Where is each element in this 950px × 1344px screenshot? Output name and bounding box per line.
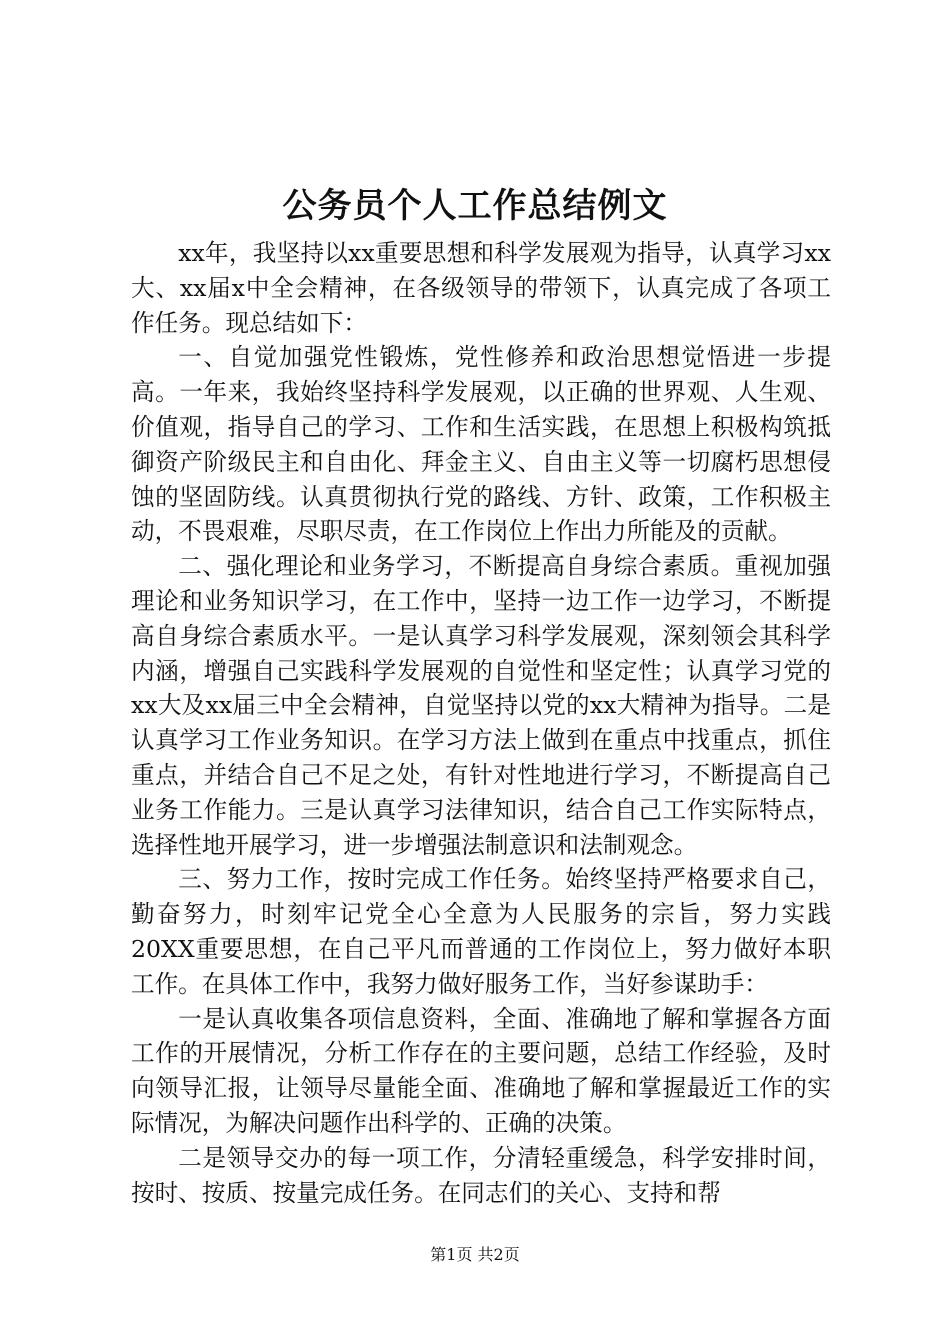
paragraph-section-3: 三、努力工作，按时完成工作任务。始终坚持严格要求自己，勤奋努力，时刻牢记党全心全意为人民服务的宗旨，努力实践20XX重要思想，在自己平凡而普通的工作岗位上，努力做好本职工作。在具体工作中，我努力做好服务工作，当好参谋助手： xyxy=(131,865,831,998)
paragraph-item-1: 一是认真收集各项信息资料，全面、准确地了解和掌握各方面工作的开展情况，分析工作存在的主要问题，总结工作经验，及时向领导汇报，让领导尽量能全面、准确地了解和掌握最近工作的实际情况，为解决问题作出科学的、正确的决策。 xyxy=(131,1004,831,1137)
paragraph-section-2: 二、强化理论和业务学习，不断提高自身综合素质。重视加强理论和业务知识学习，在工作中，坚持一边工作一边学习，不断提高自身综合素质水平。一是认真学习科学发展观，深刻领会其科学内涵，增强自己实践科学发展观的自觉性和坚定性；认真学习党的xx大及xx届三中全会精神，自觉坚持以党的xx大精神为指导。二是认真学习工作业务知识。在学习方法上做到在重点中找重点，抓住重点，并结合自己不足之处，有针对性地进行学习，不断提高自己业务工作能力。三是认真学习法律知识，结合自己工作实际特点，选择性地开展学习，进一步增强法制意识和法制观念。 xyxy=(131,552,831,859)
document-body xyxy=(131,236,831,1210)
page-footer: 第1页 共2页 xyxy=(430,1245,520,1264)
paragraph-intro: xx年，我坚持以xx重要思想和科学发展观为指导，认真学习xx大、xx届x中全会精神，在各级领导的带领下，认真完成了各项工作任务。现总结如下： xyxy=(131,239,831,337)
document-title: 公务员个人工作总结例文 xyxy=(282,186,668,226)
paragraph-item-2: 二是领导交办的每一项工作，分清轻重缓急，科学安排时间，按时、按质、按量完成任务。在同志们的关心、支持和帮 xyxy=(131,1143,831,1207)
paragraph-section-1: 一、自觉加强党性锻炼，党性修养和政治思想觉悟进一步提高。一年来，我始终坚持科学发展观，以正确的世界观、人生观、价值观，指导自己的学习、工作和生活实践，在思想上积极构筑抵御资产阶级民主和自由化、拜金主义、自由主义等一切腐朽思想侵蚀的坚固防线。认真贯彻执行党的路线、方针、政策，工作积极主动，不畏艰难，尽职尽责，在工作岗位上作出力所能及的贡献。 xyxy=(131,343,831,546)
